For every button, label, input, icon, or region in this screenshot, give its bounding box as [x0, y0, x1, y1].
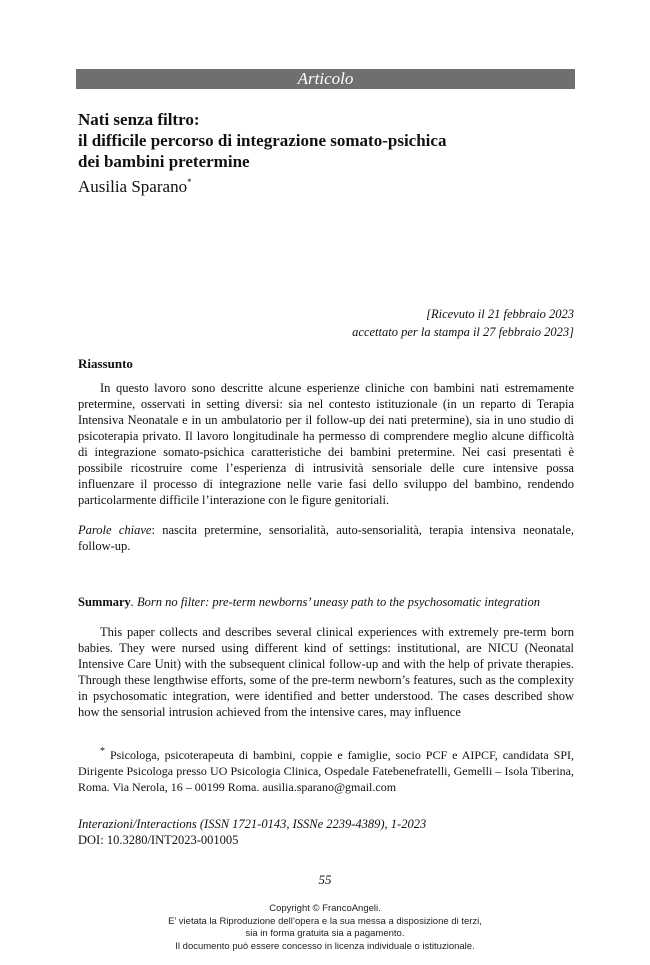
abstract-text: In questo lavoro sono descritte alcune esperienze cliniche con bambini nati estremamente pretermine, osservati in setting diversi: sia nel contesto istituzionale (in un reparto di Terapia Intensiva Neonatale e in un ambulatorio per il follow-up dei nati pretermine), sia in uno studio di psicoterapia privato. Il lavoro longitudinale ha permesso di comprendere meglio alcune difficoltà di integrazione somato-psichica caratteristiche dei bambini pretermine. Nei casi presentati è possibile ricostruire come l’esperienza di intrusività sensoriale delle cure intensive possa influenzare il processo di integrazione nelle varie fasi dello sviluppo del bambino, rendendo particolarmente difficile l’interazione con le figure genitoriali.: [78, 381, 574, 507]
author: [78, 172, 192, 197]
title-line-1: Nati senza filtro:: [78, 110, 200, 129]
abstract-heading: Riassunto: [78, 356, 133, 371]
keywords-label: Parole chiave: [78, 523, 152, 537]
keywords: [78, 522, 574, 554]
journal-citation: Interazioni/Interactions (ISSN 1721-0143, ISSNe 2239-4389), 1-2023: [78, 817, 427, 831]
copyright-line-4: Il documento può essere concesso in licenza individuale o istituzionale.: [175, 940, 475, 952]
title-line-2: il difficile percorso di integrazione somato-psichica: [78, 131, 447, 150]
copyright-notice: [0, 903, 650, 953]
summary-label: Summary: [78, 595, 131, 609]
article-title: [78, 109, 578, 172]
summary-heading: [78, 594, 574, 610]
page-number: 55: [318, 872, 332, 887]
section-band: [76, 69, 575, 89]
author-name: Ausilia Sparano: [78, 177, 188, 196]
author-footnote: [78, 744, 574, 795]
copyright-line-2: E’ vietata la Riproduzione dell’opera e la sua messa a disposizione di terzi,: [168, 915, 482, 927]
received-line: [Ricevuto il 21 febbraio 2023: [426, 307, 574, 321]
footnote-mark: *: [100, 746, 105, 757]
author-footnote-mark: *: [187, 177, 192, 187]
journal-info: [78, 816, 574, 848]
section-label: Articolo: [297, 69, 354, 88]
copyright-line-1: Copyright © FrancoAngeli.: [269, 903, 381, 914]
copyright-line-3: sia in forma gratuita sia a pagamento.: [245, 928, 405, 939]
title-line-3: dei bambini pretermine: [78, 152, 250, 171]
accepted-line: accettato per la stampa il 27 febbraio 2023]: [352, 325, 574, 339]
received-dates: [300, 305, 574, 341]
footnote-text: Psicologa, psicoterapeuta di bambini, coppie e famiglie, socio PCF e AIPCF, candidata SPI, Dirigente Psicologa presso UO Psicologia Clinica, Ospedale Fatebenefratelli, Gemelli – Isola Tiberina, Roma. Via Nerola, 16 – 00199 Roma. ausilia.sparano@gmail.com: [78, 748, 574, 794]
keywords-text: : nascita pretermine, sensorialità, auto-sensorialità, terapia intensiva neonatale, follow-up.: [78, 523, 574, 553]
summary-text: This paper collects and describes several clinical experiences with extremely pre-term born babies. They were nursed using different kind of settings: institutional, are NICU (Neonatal Intensive Care Unit) with the subsequent clinical follow-up and with the help of private therapies. Through these lengthwise efforts, some of the pre-term newborn’s features, such as the complexity in psychosomatic integration, were identified and better understood. The cases described show how the sensorial intrusion achieved from the intensive cares, may influence: [78, 625, 574, 719]
doi: DOI: 10.3280/INT2023-001005: [78, 833, 239, 847]
summary-title: . Born no filter: pre-term newborns’ uneasy path to the psychosomatic integration: [130, 595, 540, 609]
